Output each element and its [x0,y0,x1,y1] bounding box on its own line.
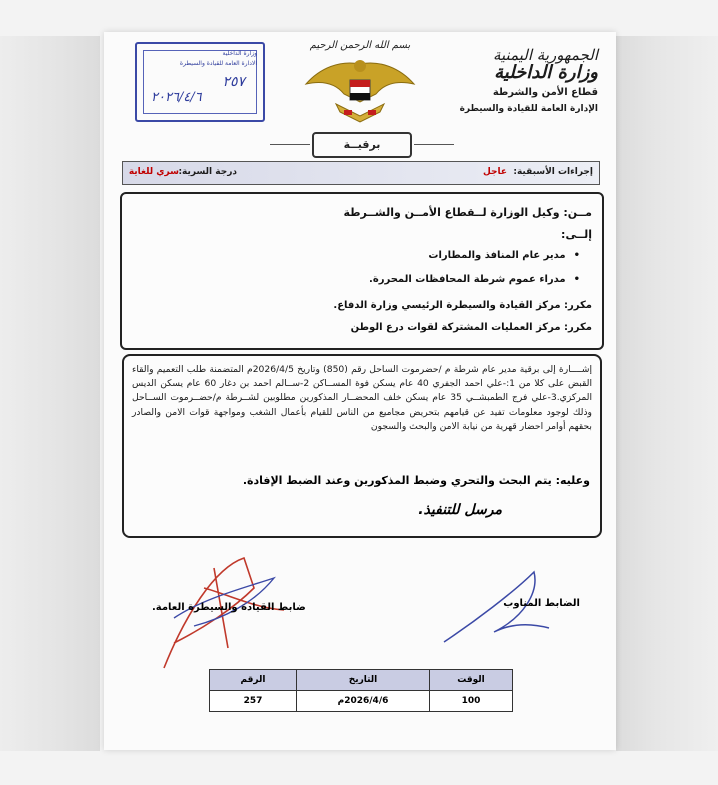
addressing-box [120,192,604,350]
stamp-number: ٢٥٧ [222,74,245,90]
command-officer-signature-label: ضابط القيادة والسيطرة العامة. [152,602,306,613]
cable-document [104,32,616,750]
duty-officer-signature-label: الضابط المناوب [503,598,580,609]
eagle-emblem-icon [300,54,420,126]
stamp-line-1: وزارة الداخلية [222,50,257,57]
col-header-number: الرقم [210,670,297,691]
to-label: إلــى: [561,228,592,241]
procedures-label: إجراءات الأسبقية: [513,167,593,177]
cell-time: 100 [430,691,513,712]
conclusion-line: وعليه: يتم البحث والتحري وضبط المذكورين وعند الضبط الإفادة. [242,474,590,487]
ministry-name: وزارة الداخلية [494,62,598,83]
background-blur-left [0,36,100,751]
stamp-line-2: الادارة العامة للقيادة والسيطرة [179,60,257,67]
cell-date: 2026/4/6م [297,691,430,712]
cc-line-1: مكرر: مركز القيادة والسيطرة الرئيسي وزارة الدفاع. [333,300,592,311]
basmala: بسم الله الرحمن الرحيم [309,40,411,51]
log-table [209,669,513,712]
table-row [210,691,513,712]
col-header-time: الوقت [430,670,513,691]
secrecy-label: درجة السرية: [178,167,237,177]
message-body-text: إشــــارة إلى برقية مدير عام شرطة م /حضرموت الساحل رقم (850) وتاريخ 2026/4/5م المتضمنة طلب التعميم والقاء القبض على كلا من 1:-علي احمد الجفري 40 عام يسكن فوة المســاكن 2-ســالم احمد بن دغار 60 عام يسكن الديس المركزي.3-علي فرج الطمبشــي 35 عام يسكن خلف المحضــار المذكورين مطلوبين لشــرطة م/حضــرموت الســاحل وذلك لوجود معلومات تفيد عن قيامهم بتحريض مجاميع من الناس للقيام بأعمال الشغب ومواجهة قوات الامن والصادر بحقهم أوامر احضار قهرية من نيابة الامن والبحث والسجون [132,364,592,432]
procedures-value: عاجل [482,167,507,177]
cc-line-2: مكرر: مركز العمليات المشتركة لقوات درع الوطن [350,322,592,333]
department-name: الإدارة العامة للقيادة والسيطرة [459,104,598,114]
ministry-header [460,46,598,114]
recipient-1: • مدير عام المنافذ والمطارات [428,250,580,261]
stamp-date: ٢٠٢٦/٤/٦ [151,90,202,105]
secrecy-value: سري للغاية [128,167,179,177]
col-header-date: التاريخ [297,670,430,691]
signature-scribble-left-icon [144,548,294,678]
sector-name: قطاع الأمن والشرطة [492,87,598,98]
cell-number: 257 [210,691,297,712]
closing-line: مرسل للتنفيذ. [418,502,502,518]
message-body-box [122,354,602,538]
incoming-stamp [135,42,265,122]
document-type-label: برقيــة [312,132,412,158]
from-line: مــن: وكيل الوزارة لــقطاع الأمــن والشــرطة [343,206,592,219]
recipient-2: • مدراء عموم شرطة المحافظات المحررة. [369,274,580,285]
country-name: الجمهورية اليمنية [492,46,598,64]
background-blur-right [616,36,718,751]
